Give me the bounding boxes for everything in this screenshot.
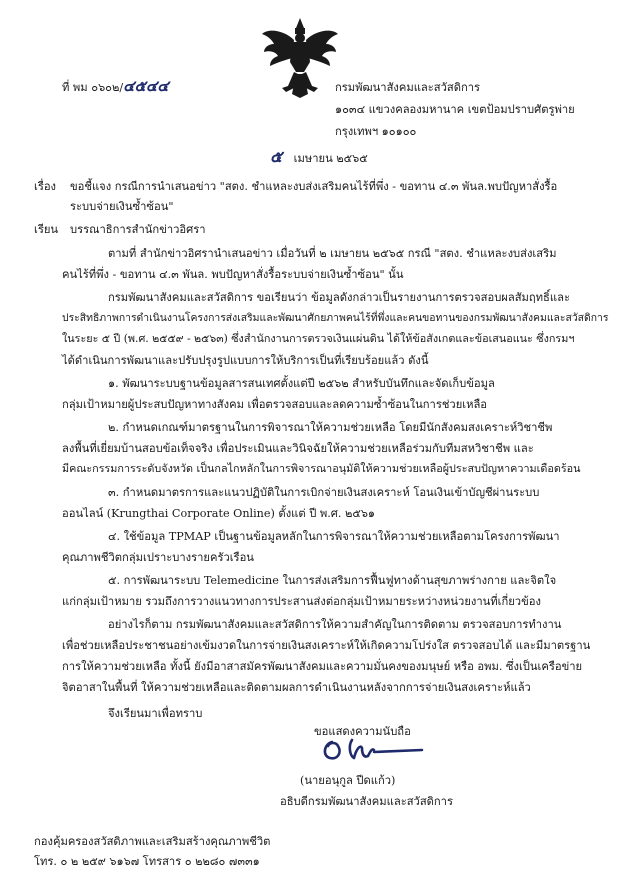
reference-number: [62, 74, 169, 98]
subject-label: เรื่อง: [34, 180, 57, 193]
item-1-line-2: กลุ่มเป้าหมายผู้ประสบปัญหาทางสังคม เพื่อตรวจสอบและลดความซ้ำซ้อนในการช่วยเหลือ: [62, 398, 488, 411]
closing-request: จึงเรียนมาเพื่อทราบ: [108, 707, 203, 720]
item-4-line-1: ๔. ใช้ข้อมูล TPMAP เป็นฐานข้อมูลหลักในการพิจารณาให้ความช่วยเหลือตามโครงการพัฒนา: [108, 530, 560, 543]
date-day-handwritten: ๕: [270, 147, 283, 166]
reference-prefix: ที่ พม ๐๖๐๒/: [62, 81, 124, 94]
footer-division: กองคุ้มครองสวัสดิภาพและเสริมสร้างคุณภาพชีวิต: [34, 835, 271, 848]
paragraph-2-line-3: ในระยะ ๕ ปี (พ.ศ. ๒๕๕๙ - ๒๕๖๓) ซึ่งสำนักงานการตรวจเงินแผ่นดิน ได้ให้ข้อสังเกตและข้อเสนอแนะ ซึ่งกรมฯ: [62, 332, 575, 345]
org-name: กรมพัฒนาสังคมและสวัสดิการ: [335, 81, 481, 94]
signer-title: อธิบดีกรมพัฒนาสังคมและสวัสดิการ: [280, 795, 453, 808]
reference-number-handwritten: ๔๕๔๔: [123, 77, 169, 95]
paragraph-1-line-2: คนไร้ที่พึ่ง - ขอทาน ๔.๓ พันล. พบปัญหาสั่งรื้อระบบจ่ายเงินซ้ำซ้อน" นั้น: [62, 268, 404, 281]
subject-line-2: ระบบจ่ายเงินซ้ำซ้อน": [70, 200, 174, 213]
paragraph-3-line-4: จิตอาสาในพื้นที่ ให้ความช่วยเหลือและติดตามผลการดำเนินงานหลังจากการจ่ายเงินสงเคราะห์แล้ว: [62, 681, 531, 694]
item-3-line-1: ๓. กำหนดมาตรการและแนวปฏิบัติในการเบิกจ่ายเงินสงเคราะห์ โอนเงินเข้าบัญชีผ่านระบบ: [108, 486, 540, 499]
paragraph-2-line-4: ได้ดำเนินการพัฒนาและปรับปรุงรูปแบบการให้บริการเป็นที่เรียบร้อยแล้ว ดังนี้: [62, 354, 429, 367]
item-5-line-1: ๕. การพัฒนาระบบ Telemedicine ในการส่งเสริมการฟื้นฟูทางด้านสุขภาพร่างกาย และจิตใจ: [108, 574, 557, 587]
signer-name: (นายอนุกูล ปีดแก้ว): [300, 774, 396, 787]
closing-regards: ขอแสดงความนับถือ: [314, 725, 411, 738]
garuda-emblem-icon: [258, 16, 342, 100]
paragraph-2-line-1: กรมพัฒนาสังคมและสวัสดิการ ขอเรียนว่า ข้อมูลดังกล่าวเป็นรายงานการตรวจสอบผลสัมฤทธิ์และ: [108, 291, 570, 304]
paragraph-1-line-1: ตามที่ สำนักข่าวอิศรานำเสนอข่าว เมื่อวันที่ ๒ เมษายน ๒๕๖๕ กรณี "สตง. ชำแหละงบส่งเสริม: [108, 247, 557, 260]
item-1-line-1: ๑. พัฒนาระบบฐานข้อมูลสารสนเทศตั้งแต่ปี ๒๕๖๒ สำหรับบันทึกและจัดเก็บข้อมูล: [108, 377, 495, 390]
paragraph-3-line-1: อย่างไรก็ตาม กรมพัฒนาสังคมและสวัสดิการให้ความสำคัญในการติดตาม ตรวจสอบการทำงาน: [108, 618, 562, 631]
org-address: ๑๐๓๔ แขวงคลองมหานาค เขตป้อมปราบศัตรูพ่าย: [335, 103, 575, 116]
footer-phone: โทร. ๐ ๒ ๒๕๙ ๖๑๖๗ โทรสาร ๐ ๒๒๘๐ ๗๓๓๑: [34, 855, 260, 868]
item-5-line-2: แก่กลุ่มเป้าหมาย รวมถึงการวางแนวทางการประสานส่งต่อกลุ่มเป้าหมายระหว่างหน่วยงานที่เกี่ยวข้อง: [62, 595, 541, 608]
date-month-year: เมษายน ๒๕๖๕: [293, 152, 368, 165]
paragraph-3-line-2: เพื่อช่วยเหลือประชาชนอย่างเข้มงวดในการจ่ายเงินสงเคราะห์ให้เกิดความโปร่งใส ตรวจสอบได้ และมีมาตรฐาน: [62, 639, 591, 652]
signature-icon: [318, 730, 438, 766]
item-3-line-2: ออนไลน์ (Krungthai Corporate Online) ตั้งแต่ ปี พ.ศ. ๒๕๖๑: [62, 507, 376, 520]
item-4-line-2: คุณภาพชีวิตกลุ่มเปราะบางรายครัวเรือน: [62, 551, 254, 564]
item-2-line-3: มีคณะกรรมการระดับจังหวัด เป็นกลไกหลักในการพิจารณาอนุมัติให้ความช่วยเหลือผู้ประสบปัญหาความเดือดร้อน: [62, 462, 581, 475]
recipient-name: บรรณาธิการสำนักข่าวอิศรา: [70, 223, 206, 236]
org-city: กรุงเทพฯ ๑๐๑๐๐: [335, 125, 417, 138]
letter-date: [270, 145, 368, 170]
item-2-line-2: ลงพื้นที่เยี่ยมบ้านสอบข้อเท็จจริง เพื่อประเมินและวินิจฉัยให้ความช่วยเหลือร่วมกับทีมสหวิชาชีพ และ: [62, 442, 534, 455]
item-2-line-1: ๒. กำหนดเกณฑ์มาตรฐานในการพิจารณาให้ความช่วยเหลือ โดยมีนักสังคมสงเคราะห์วิชาชีพ: [108, 421, 553, 434]
paragraph-2-line-2: ประสิทธิภาพการดำเนินงานโครงการส่งเสริมและพัฒนาศักยภาพคนไร้ที่พึ่งและคนขอทานของกรมพัฒนาสังคมและสวัสดิการ: [62, 312, 609, 324]
subject-line-1: ขอชี้แจง กรณีการนำเสนอข่าว "สตง. ชำแหละงบส่งเสริมคนไร้ที่พึ่ง - ขอทาน ๔.๓ พันล.พบปัญหาสั่งรื้อ: [70, 180, 558, 193]
paragraph-3-line-3: การให้ความช่วยเหลือ ทั้งนี้ ยังมีอาสาสมัครพัฒนาสังคมและความมั่นคงของมนุษย์ หรือ อพม. ซึ่งเป็นเครือข่าย: [62, 660, 583, 673]
recipient-label: เรียน: [34, 223, 59, 236]
